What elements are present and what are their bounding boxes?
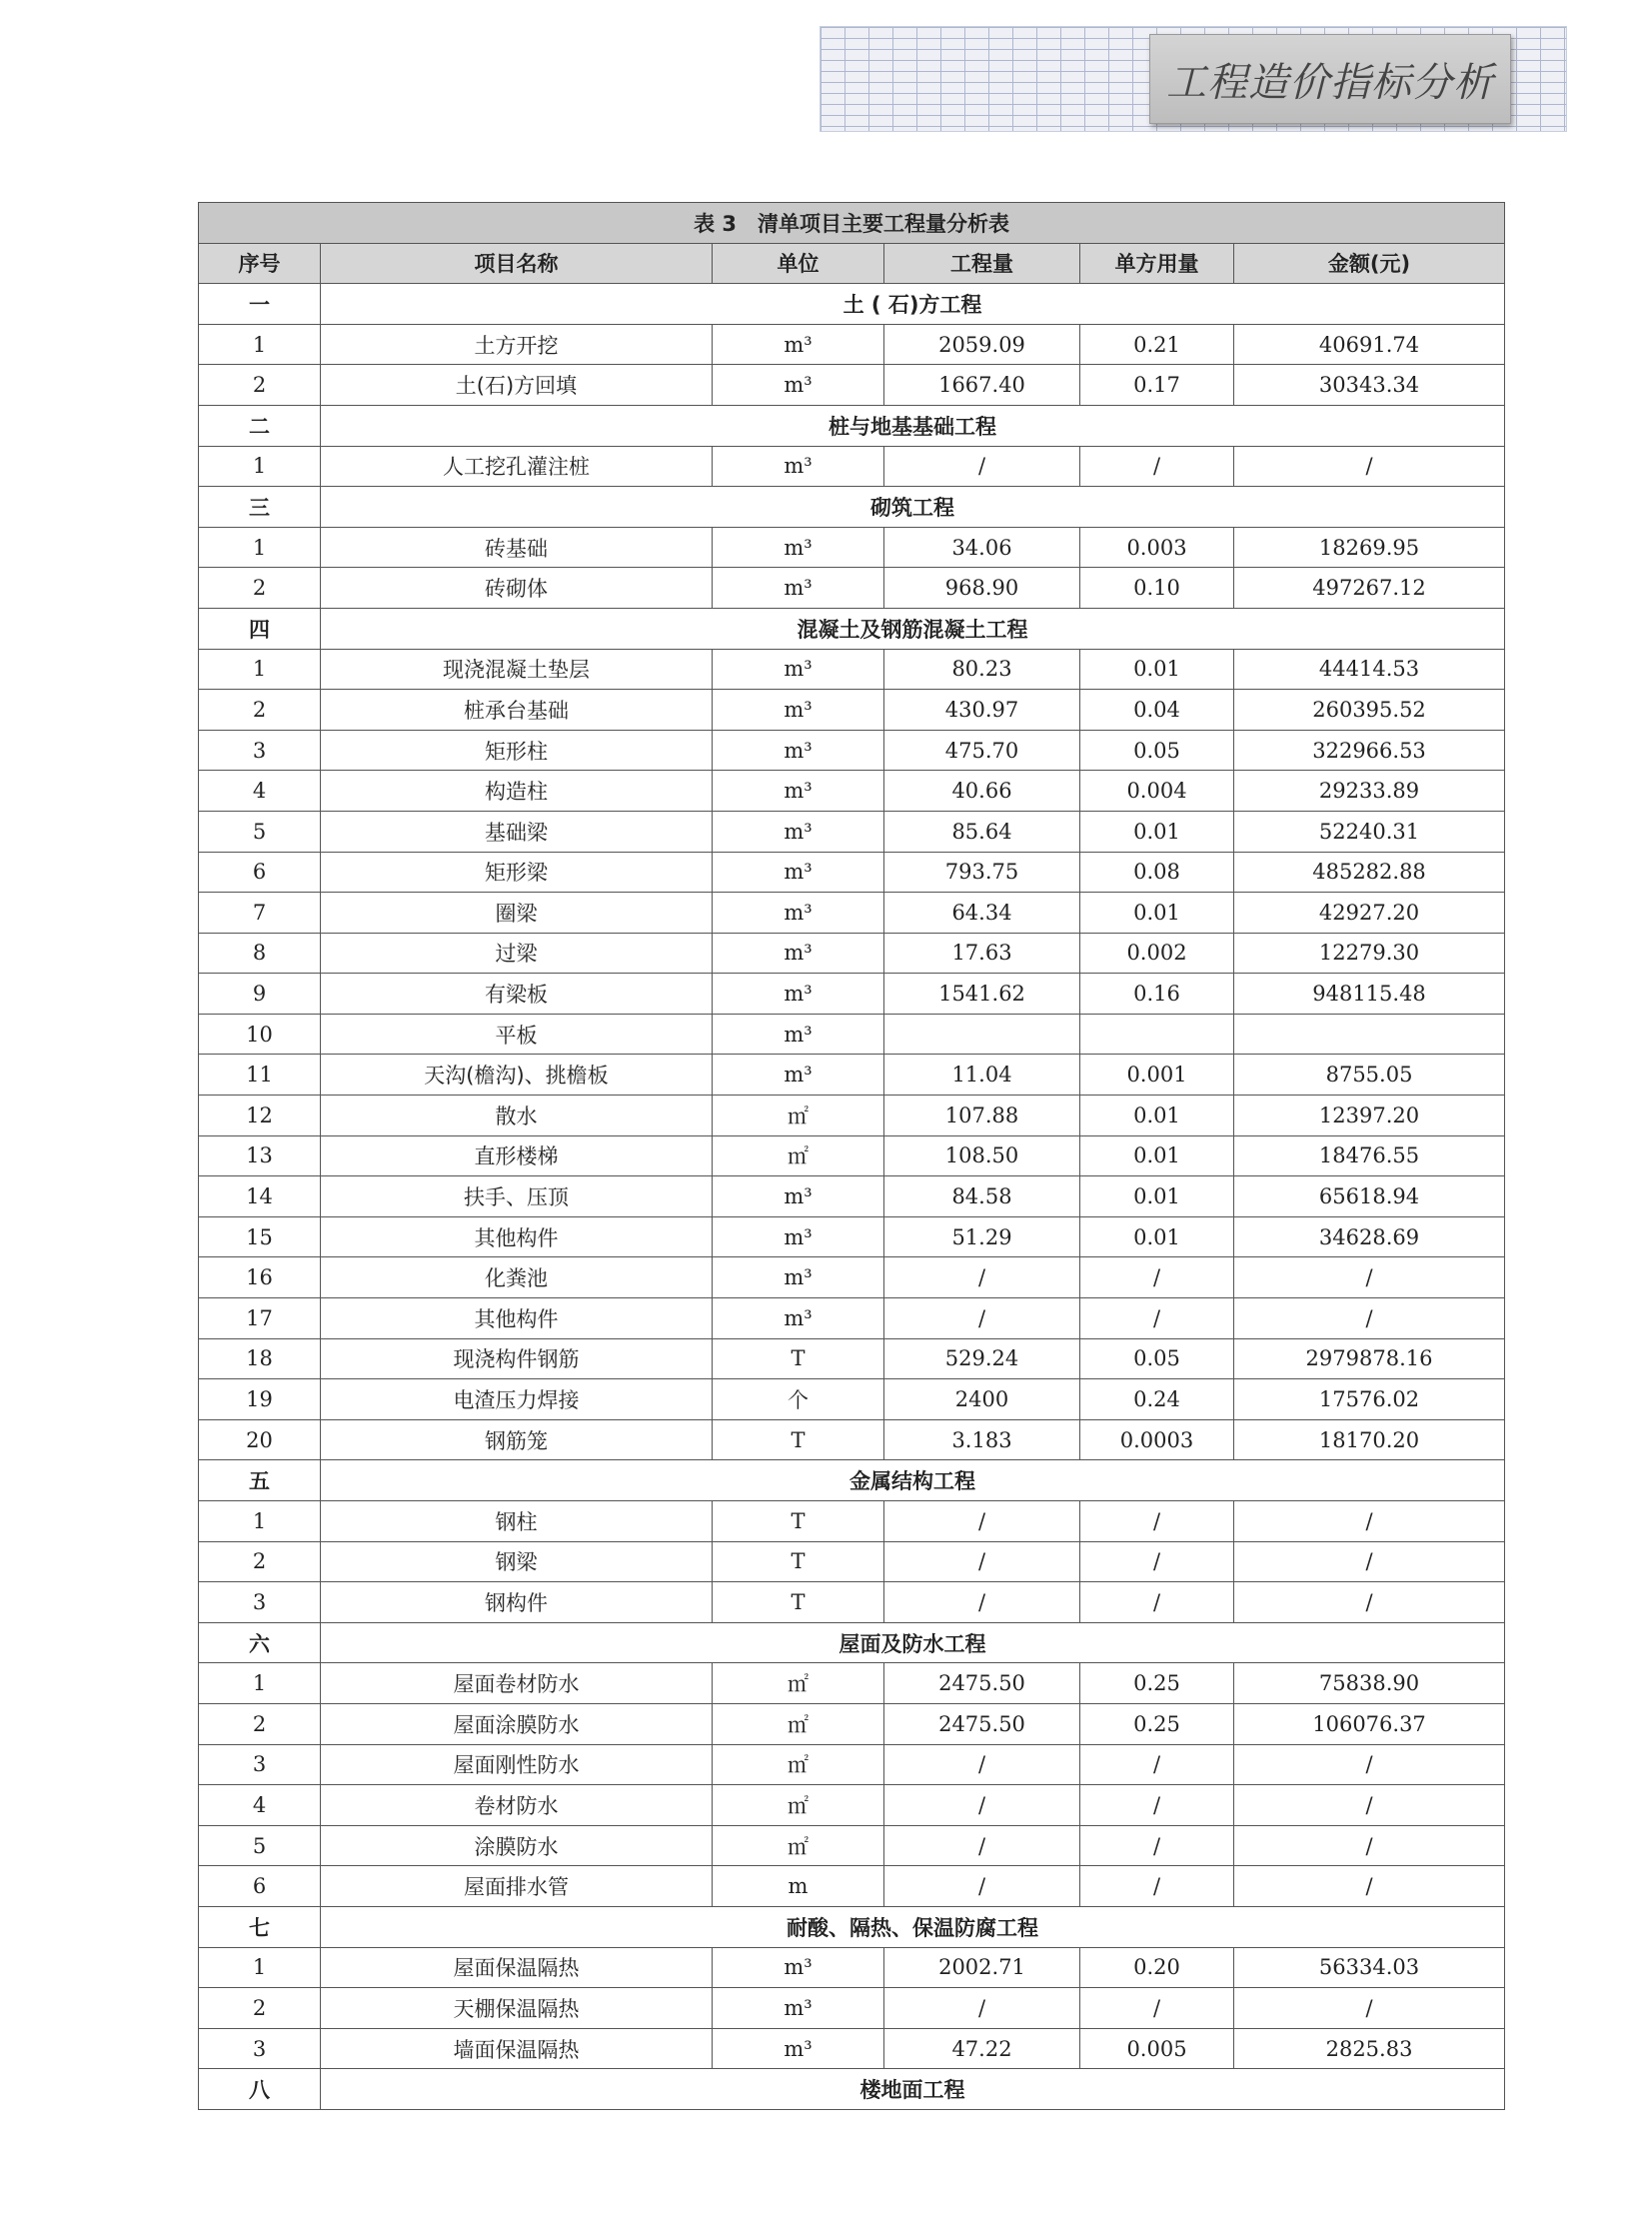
table-row — [199, 1298, 1505, 1339]
cell-amount: 12397.20 — [1234, 1096, 1505, 1136]
cell-item-name: 桩承台基础 — [321, 690, 713, 731]
cell-unit-usage: 0.17 — [1080, 365, 1234, 406]
cell-item-name: 屋面保温隔热 — [321, 1947, 713, 1988]
cell-amount: 12279.30 — [1234, 933, 1505, 974]
col-header-unit: 单位 — [713, 243, 884, 284]
section-number: 三 — [199, 487, 321, 528]
table-row — [199, 1419, 1505, 1460]
cell-index: 4 — [199, 771, 321, 812]
cell-unit-usage: 0.16 — [1080, 974, 1234, 1015]
table-row — [199, 1176, 1505, 1217]
cell-amount: 2825.83 — [1234, 2028, 1505, 2069]
cell-unit: m³ — [713, 811, 884, 852]
cell-index: 11 — [199, 1055, 321, 1096]
cell-unit-usage: / — [1080, 1298, 1234, 1339]
cell-quantity: / — [884, 1825, 1080, 1866]
cell-index: 5 — [199, 811, 321, 852]
cell-item-name: 基础梁 — [321, 811, 713, 852]
cell-amount: 34628.69 — [1234, 1216, 1505, 1257]
cell-unit: ㎡ — [713, 1663, 884, 1704]
section-title: 桩与地基基础工程 — [321, 405, 1505, 446]
cell-item-name: 其他构件 — [321, 1298, 713, 1339]
cell-unit-usage: 0.01 — [1080, 649, 1234, 690]
cell-index: 1 — [199, 649, 321, 690]
cell-quantity — [884, 1014, 1080, 1055]
section-row — [199, 2069, 1505, 2110]
cell-index: 13 — [199, 1135, 321, 1176]
cell-amount: / — [1234, 1744, 1505, 1785]
section-number: 七 — [199, 1906, 321, 1947]
table-row — [199, 446, 1505, 487]
cell-index: 1 — [199, 1663, 321, 1704]
cell-unit-usage: 0.01 — [1080, 1135, 1234, 1176]
cell-amount: 8755.05 — [1234, 1055, 1505, 1096]
cell-item-name: 化粪池 — [321, 1257, 713, 1298]
cell-item-name: 砖基础 — [321, 527, 713, 568]
cell-amount: 18269.95 — [1234, 527, 1505, 568]
cell-unit-usage: 0.004 — [1080, 771, 1234, 812]
cell-index: 12 — [199, 1096, 321, 1136]
table-row — [199, 1825, 1505, 1866]
cell-unit: 个 — [713, 1379, 884, 1420]
section-row — [199, 487, 1505, 528]
table-header-row — [199, 243, 1505, 284]
table-row — [199, 1135, 1505, 1176]
cell-unit-usage — [1080, 1014, 1234, 1055]
cell-amount: / — [1234, 1257, 1505, 1298]
cell-item-name: 现浇构件钢筋 — [321, 1338, 713, 1379]
cell-unit-usage: / — [1080, 1785, 1234, 1826]
cell-unit-usage: / — [1080, 1988, 1234, 2029]
cell-index: 4 — [199, 1785, 321, 1826]
cell-unit: T — [713, 1501, 884, 1542]
cell-quantity: / — [884, 1257, 1080, 1298]
table-row — [199, 1866, 1505, 1907]
cell-amount: 2979878.16 — [1234, 1338, 1505, 1379]
table-caption-row — [199, 203, 1505, 244]
cell-amount: 65618.94 — [1234, 1176, 1505, 1217]
table-row — [199, 690, 1505, 731]
cell-amount: / — [1234, 1866, 1505, 1907]
cell-item-name: 涂膜防水 — [321, 1825, 713, 1866]
table-row — [199, 811, 1505, 852]
cell-quantity: 2475.50 — [884, 1703, 1080, 1744]
col-header-amount: 金额(元) — [1234, 243, 1505, 284]
cell-unit-usage: 0.25 — [1080, 1703, 1234, 1744]
cell-index: 2 — [199, 568, 321, 609]
cell-unit: m³ — [713, 446, 884, 487]
table-row — [199, 1096, 1505, 1136]
table-row — [199, 1541, 1505, 1582]
cell-amount: 485282.88 — [1234, 852, 1505, 893]
cell-index: 6 — [199, 1866, 321, 1907]
cell-amount: 56334.03 — [1234, 1947, 1505, 1988]
cell-index: 1 — [199, 324, 321, 365]
cell-quantity: / — [884, 1501, 1080, 1542]
cell-index: 3 — [199, 1582, 321, 1623]
cell-amount: 52240.31 — [1234, 811, 1505, 852]
cell-quantity: 2475.50 — [884, 1663, 1080, 1704]
cell-item-name: 其他构件 — [321, 1216, 713, 1257]
table-row — [199, 1216, 1505, 1257]
quantity-analysis-table — [198, 202, 1505, 2110]
cell-unit-usage: 0.01 — [1080, 1216, 1234, 1257]
section-row — [199, 405, 1505, 446]
section-title: 楼地面工程 — [321, 2069, 1505, 2110]
cell-unit-usage: 0.08 — [1080, 852, 1234, 893]
cell-index: 17 — [199, 1298, 321, 1339]
section-row — [199, 1460, 1505, 1501]
cell-unit: m — [713, 1866, 884, 1907]
cell-unit: m³ — [713, 1298, 884, 1339]
cell-unit: m³ — [713, 852, 884, 893]
cell-item-name: 屋面涂膜防水 — [321, 1703, 713, 1744]
cell-item-name: 天棚保温隔热 — [321, 1988, 713, 2029]
cell-unit-usage: / — [1080, 1257, 1234, 1298]
table-row — [199, 1582, 1505, 1623]
cell-unit-usage: 0.01 — [1080, 1096, 1234, 1136]
cell-index: 2 — [199, 1988, 321, 2029]
table-row — [199, 649, 1505, 690]
cell-unit-usage: 0.005 — [1080, 2028, 1234, 2069]
cell-unit-usage: 0.01 — [1080, 811, 1234, 852]
cell-item-name: 屋面卷材防水 — [321, 1663, 713, 1704]
banner-title: 工程造价指标分析 — [1149, 34, 1511, 124]
cell-unit-usage: 0.25 — [1080, 1663, 1234, 1704]
cell-quantity: / — [884, 1582, 1080, 1623]
cell-index: 14 — [199, 1176, 321, 1217]
cell-index: 2 — [199, 1703, 321, 1744]
cell-quantity: 2002.71 — [884, 1947, 1080, 1988]
table-row — [199, 974, 1505, 1015]
cell-amount: / — [1234, 446, 1505, 487]
cell-quantity: 47.22 — [884, 2028, 1080, 2069]
cell-amount: / — [1234, 1825, 1505, 1866]
cell-quantity: 2059.09 — [884, 324, 1080, 365]
table-row — [199, 324, 1505, 365]
cell-quantity: 968.90 — [884, 568, 1080, 609]
cell-quantity: / — [884, 1866, 1080, 1907]
cell-item-name: 扶手、压顶 — [321, 1176, 713, 1217]
cell-item-name: 钢构件 — [321, 1582, 713, 1623]
cell-quantity: 430.97 — [884, 690, 1080, 731]
cell-index: 1 — [199, 1501, 321, 1542]
table-row — [199, 893, 1505, 934]
cell-amount: / — [1234, 1541, 1505, 1582]
cell-index: 16 — [199, 1257, 321, 1298]
cell-quantity: 529.24 — [884, 1338, 1080, 1379]
cell-index: 2 — [199, 690, 321, 731]
table-row — [199, 2028, 1505, 2069]
table-row — [199, 1379, 1505, 1420]
section-row — [199, 1906, 1505, 1947]
cell-unit: m³ — [713, 1014, 884, 1055]
cell-amount: / — [1234, 1298, 1505, 1339]
cell-item-name: 砖砌体 — [321, 568, 713, 609]
table-row — [199, 1703, 1505, 1744]
cell-amount: / — [1234, 1785, 1505, 1826]
cell-amount: / — [1234, 1582, 1505, 1623]
cell-amount: 29233.89 — [1234, 771, 1505, 812]
cell-amount: 42927.20 — [1234, 893, 1505, 934]
cell-item-name: 散水 — [321, 1096, 713, 1136]
cell-unit: m³ — [713, 730, 884, 771]
cell-unit: m³ — [713, 690, 884, 731]
section-title: 耐酸、隔热、保温防腐工程 — [321, 1906, 1505, 1947]
table-row — [199, 1338, 1505, 1379]
section-title: 屋面及防水工程 — [321, 1622, 1505, 1663]
table-row — [199, 365, 1505, 406]
cell-quantity: / — [884, 1785, 1080, 1826]
table-row — [199, 933, 1505, 974]
cell-unit-usage: / — [1080, 446, 1234, 487]
cell-unit: m³ — [713, 1176, 884, 1217]
cell-quantity: 34.06 — [884, 527, 1080, 568]
cell-index: 2 — [199, 1541, 321, 1582]
cell-item-name: 墙面保温隔热 — [321, 2028, 713, 2069]
cell-unit: T — [713, 1541, 884, 1582]
cell-item-name: 土方开挖 — [321, 324, 713, 365]
section-title: 混凝土及钢筋混凝土工程 — [321, 608, 1505, 649]
cell-unit: T — [713, 1338, 884, 1379]
cell-unit-usage: 0.0003 — [1080, 1419, 1234, 1460]
cell-item-name: 天沟(檐沟)、挑檐板 — [321, 1055, 713, 1096]
cell-item-name: 圈梁 — [321, 893, 713, 934]
cell-quantity: / — [884, 1541, 1080, 1582]
cell-item-name: 钢梁 — [321, 1541, 713, 1582]
cell-unit-usage: 0.001 — [1080, 1055, 1234, 1096]
cell-unit-usage: 0.05 — [1080, 730, 1234, 771]
cell-item-name: 现浇混凝土垫层 — [321, 649, 713, 690]
cell-amount: / — [1234, 1988, 1505, 2029]
cell-unit: m³ — [713, 1947, 884, 1988]
cell-unit-usage: 0.21 — [1080, 324, 1234, 365]
table-row — [199, 1988, 1505, 2029]
cell-index: 8 — [199, 933, 321, 974]
cell-quantity: 64.34 — [884, 893, 1080, 934]
table-caption: 表 3 清单项目主要工程量分析表 — [199, 203, 1505, 244]
cell-index: 1 — [199, 527, 321, 568]
cell-index: 6 — [199, 852, 321, 893]
cell-unit: m³ — [713, 2028, 884, 2069]
cell-quantity: 108.50 — [884, 1135, 1080, 1176]
cell-item-name: 平板 — [321, 1014, 713, 1055]
table-row — [199, 1055, 1505, 1096]
cell-unit: m³ — [713, 974, 884, 1015]
cell-item-name: 电渣压力焊接 — [321, 1379, 713, 1420]
cell-item-name: 构造柱 — [321, 771, 713, 812]
cell-item-name: 矩形柱 — [321, 730, 713, 771]
section-number: 二 — [199, 405, 321, 446]
cell-unit: T — [713, 1582, 884, 1623]
cell-quantity: / — [884, 1744, 1080, 1785]
table-row — [199, 1785, 1505, 1826]
cell-unit: ㎡ — [713, 1135, 884, 1176]
cell-unit: m³ — [713, 893, 884, 934]
cell-quantity: 475.70 — [884, 730, 1080, 771]
table-row — [199, 1014, 1505, 1055]
cell-unit: m³ — [713, 771, 884, 812]
cell-quantity: 107.88 — [884, 1096, 1080, 1136]
cell-unit-usage: 0.01 — [1080, 1176, 1234, 1217]
cell-unit-usage: 0.003 — [1080, 527, 1234, 568]
cell-quantity: 17.63 — [884, 933, 1080, 974]
cell-unit-usage: / — [1080, 1582, 1234, 1623]
cell-item-name: 人工挖孔灌注桩 — [321, 446, 713, 487]
cell-unit: m³ — [713, 527, 884, 568]
cell-unit-usage: / — [1080, 1541, 1234, 1582]
section-title: 砌筑工程 — [321, 487, 1505, 528]
cell-unit: m³ — [713, 1216, 884, 1257]
cell-quantity: 1667.40 — [884, 365, 1080, 406]
cell-unit: m³ — [713, 933, 884, 974]
cell-unit: ㎡ — [713, 1096, 884, 1136]
cell-quantity: 84.58 — [884, 1176, 1080, 1217]
cell-amount: 106076.37 — [1234, 1703, 1505, 1744]
cell-amount: 40691.74 — [1234, 324, 1505, 365]
section-row — [199, 608, 1505, 649]
cell-amount: 322966.53 — [1234, 730, 1505, 771]
col-header-quantity: 工程量 — [884, 243, 1080, 284]
cell-quantity: 3.183 — [884, 1419, 1080, 1460]
cell-index: 3 — [199, 1744, 321, 1785]
cell-unit-usage: 0.24 — [1080, 1379, 1234, 1420]
cell-index: 7 — [199, 893, 321, 934]
section-number: 一 — [199, 284, 321, 325]
cell-unit: ㎡ — [713, 1825, 884, 1866]
cell-quantity: 80.23 — [884, 649, 1080, 690]
cell-amount: 44414.53 — [1234, 649, 1505, 690]
cell-unit: T — [713, 1419, 884, 1460]
section-number: 八 — [199, 2069, 321, 2110]
cell-unit-usage: 0.10 — [1080, 568, 1234, 609]
table-row — [199, 1663, 1505, 1704]
table-row — [199, 1501, 1505, 1542]
col-header-item-name: 项目名称 — [321, 243, 713, 284]
cell-index: 1 — [199, 446, 321, 487]
cell-item-name: 钢柱 — [321, 1501, 713, 1542]
cell-unit-usage: / — [1080, 1744, 1234, 1785]
cell-quantity: / — [884, 1988, 1080, 2029]
cell-unit-usage: / — [1080, 1866, 1234, 1907]
cell-unit-usage: 0.05 — [1080, 1338, 1234, 1379]
cell-amount: 30343.34 — [1234, 365, 1505, 406]
cell-quantity: / — [884, 446, 1080, 487]
cell-index: 19 — [199, 1379, 321, 1420]
section-row — [199, 1622, 1505, 1663]
cell-unit: ㎡ — [713, 1785, 884, 1826]
cell-quantity: 40.66 — [884, 771, 1080, 812]
table-row — [199, 771, 1505, 812]
cell-amount — [1234, 1014, 1505, 1055]
table-row — [199, 1744, 1505, 1785]
section-title: 土 ( 石)方工程 — [321, 284, 1505, 325]
cell-item-name: 矩形梁 — [321, 852, 713, 893]
cell-unit: m³ — [713, 649, 884, 690]
cell-item-name: 过梁 — [321, 933, 713, 974]
cell-unit: ㎡ — [713, 1744, 884, 1785]
section-number: 四 — [199, 608, 321, 649]
col-header-unit-usage: 单方用量 — [1080, 243, 1234, 284]
cell-item-name: 屋面刚性防水 — [321, 1744, 713, 1785]
cell-amount: 17576.02 — [1234, 1379, 1505, 1420]
section-number: 五 — [199, 1460, 321, 1501]
cell-amount: 260395.52 — [1234, 690, 1505, 731]
cell-amount: / — [1234, 1501, 1505, 1542]
table-row — [199, 527, 1505, 568]
cell-index: 3 — [199, 730, 321, 771]
cell-amount: 497267.12 — [1234, 568, 1505, 609]
cell-unit-usage: 0.04 — [1080, 690, 1234, 731]
table-row — [199, 568, 1505, 609]
cell-amount: 18476.55 — [1234, 1135, 1505, 1176]
cell-quantity: 85.64 — [884, 811, 1080, 852]
cell-index: 20 — [199, 1419, 321, 1460]
cell-amount: 75838.90 — [1234, 1663, 1505, 1704]
cell-index: 18 — [199, 1338, 321, 1379]
cell-index: 5 — [199, 1825, 321, 1866]
cell-quantity: 11.04 — [884, 1055, 1080, 1096]
cell-quantity: / — [884, 1298, 1080, 1339]
cell-unit-usage: 0.002 — [1080, 933, 1234, 974]
cell-unit: m³ — [713, 1257, 884, 1298]
cell-unit-usage: / — [1080, 1501, 1234, 1542]
cell-index: 9 — [199, 974, 321, 1015]
cell-unit: m³ — [713, 568, 884, 609]
cell-unit-usage: 0.01 — [1080, 893, 1234, 934]
cell-index: 10 — [199, 1014, 321, 1055]
cell-item-name: 屋面排水管 — [321, 1866, 713, 1907]
cell-unit: ㎡ — [713, 1703, 884, 1744]
table-row — [199, 852, 1505, 893]
cell-index: 15 — [199, 1216, 321, 1257]
cell-index: 2 — [199, 365, 321, 406]
cell-unit: m³ — [713, 324, 884, 365]
cell-item-name: 卷材防水 — [321, 1785, 713, 1826]
cell-quantity: 793.75 — [884, 852, 1080, 893]
table-row — [199, 1947, 1505, 1988]
section-row — [199, 284, 1505, 325]
table-row — [199, 1257, 1505, 1298]
cell-quantity: 1541.62 — [884, 974, 1080, 1015]
col-header-index: 序号 — [199, 243, 321, 284]
cell-unit: m³ — [713, 1055, 884, 1096]
cell-amount: 948115.48 — [1234, 974, 1505, 1015]
table-row — [199, 730, 1505, 771]
cell-item-name: 钢筋笼 — [321, 1419, 713, 1460]
cell-quantity: 51.29 — [884, 1216, 1080, 1257]
cell-index: 1 — [199, 1947, 321, 1988]
cell-amount: 18170.20 — [1234, 1419, 1505, 1460]
cell-unit: m³ — [713, 1988, 884, 2029]
cell-index: 3 — [199, 2028, 321, 2069]
cell-unit-usage: / — [1080, 1825, 1234, 1866]
cell-item-name: 土(石)方回填 — [321, 365, 713, 406]
section-title: 金属结构工程 — [321, 1460, 1505, 1501]
cell-item-name: 有梁板 — [321, 974, 713, 1015]
cell-unit-usage: 0.20 — [1080, 1947, 1234, 1988]
cell-item-name: 直形楼梯 — [321, 1135, 713, 1176]
section-number: 六 — [199, 1622, 321, 1663]
cell-quantity: 2400 — [884, 1379, 1080, 1420]
cell-unit: m³ — [713, 365, 884, 406]
